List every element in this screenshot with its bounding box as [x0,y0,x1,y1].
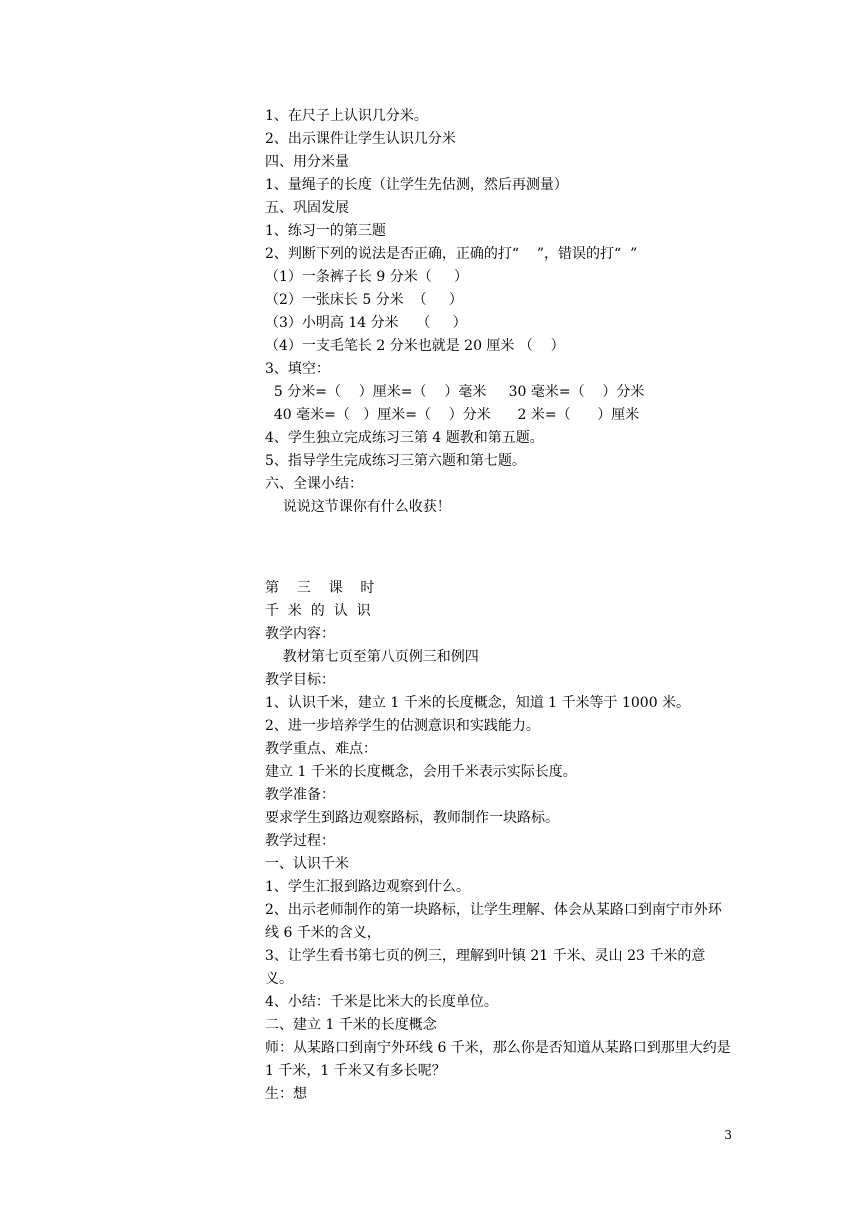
lesson-continuation [265,105,735,519]
section-heading: 一、认识千米 [265,856,349,872]
text-line: 1、练习一的第三题 [265,223,386,239]
page-number: 3 [724,1128,732,1142]
fill-blank-line: 40 毫米=（ ）厘米=（ ）分米 2 米=（ ）厘米 [265,407,640,423]
text-line: 5、指导学生完成练习三第六题和第七题。 [265,453,526,469]
content-text: 教材第七页至第八页例三和例四 [265,649,479,665]
process-step: 1、学生汇报到路边观察到什么。 [265,879,470,895]
exercise-item: （4）一支毛笔长 2 分米也就是 20 厘米 （ ） [265,338,565,354]
teacher-line: 师：从某路口到南宁外环线 6 千米，那么你是否知道从某路口到那里大约是 1 千米，1 千米又有多长呢？ [265,1040,731,1079]
key-points-label: 教学重点、难点： [265,741,377,757]
third-lesson-section [265,577,735,1106]
student-line: 生：想 [265,1086,307,1102]
text-line: 3、填空： [265,361,330,377]
preparation-label: 教学准备： [265,787,335,803]
dialogue-wrapped [131,1037,731,1083]
text-line: 1、量绳子的长度（让学生先估测，然后再测量） [265,177,568,193]
text-line: 2、出示课件让学生认识几分米 [265,131,456,147]
text-line: 1、在尺子上认识几分米。 [265,108,428,124]
process-step: 3、让学生看书第七页的例三，理解到叶镇 21 千米、灵山 23 千米的意义。 [265,948,706,987]
content-label: 教学内容： [265,626,335,642]
goals-label: 教学目标： [265,672,335,688]
lesson-topic: 千 米 的 认 识 [265,603,371,619]
section-heading: 六、全课小结： [265,476,363,492]
text-line: 4、学生独立完成练习三第 4 题教和第五题。 [265,430,544,446]
fill-blank-line: 5 分米=（ ）厘米=（ ）毫米 30 毫米=（ ）分米 [265,384,645,400]
lesson-heading: 第 三 课 时 [265,580,375,596]
exercise-item: （1）一条裤子长 9 分米（ ） [265,269,468,285]
goal-item: 1、认识千米，建立 1 千米的长度概念，知道 1 千米等于 1000 米。 [265,695,691,711]
exercise-item: （2）一张床长 5 分米 （ ） [265,292,463,308]
goal-item: 2、进一步培养学生的估测意识和实践能力。 [265,718,540,734]
process-step: 2、出示老师制作的第一块路标，让学生理解、体会从某路口到南宁市外环线 6 千米的含义， [265,902,722,941]
process-step-wrapped [131,945,731,991]
process-step: 4、小结：千米是比米大的长度单位。 [265,994,498,1010]
text-line: 说说这节课你有什么收获！ [265,499,451,515]
process-step-wrapped [131,899,731,945]
section-heading: 四、用分米量 [265,154,349,170]
preparation-text: 要求学生到路边观察路标，教师制作一块路标。 [265,810,559,826]
section-heading: 二、建立 1 千米的长度概念 [265,1017,437,1033]
process-label: 教学过程： [265,833,335,849]
exercise-item: （3）小明高 14 分米 （ ） [265,315,467,331]
text-line: 2、判断下列的说法是否正确，正确的打“ ”，错误的打“ ” [265,246,638,262]
section-heading: 五、巩固发展 [265,200,349,216]
key-points-text: 建立 1 千米的长度概念，会用千米表示实际长度。 [265,764,577,780]
